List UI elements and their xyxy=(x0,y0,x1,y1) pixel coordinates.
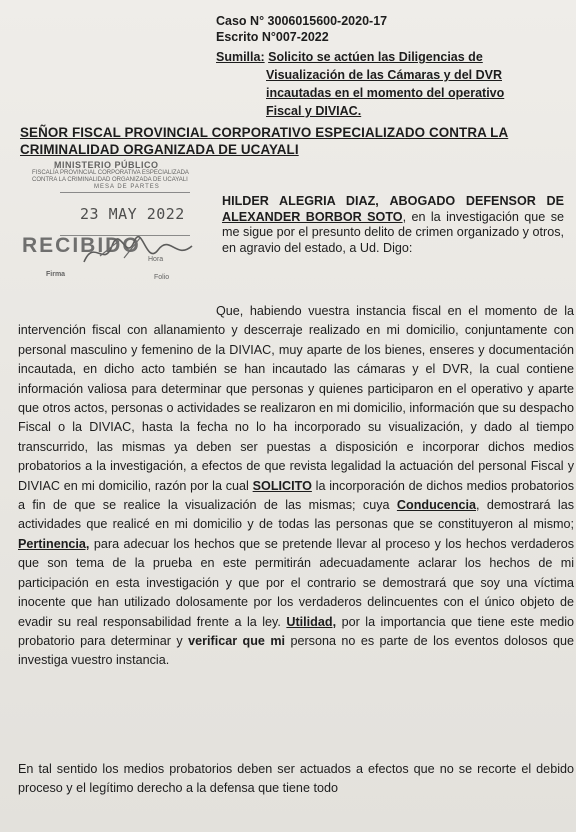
stamp-ministry: MINISTERIO PÚBLICO xyxy=(54,160,159,170)
sumilla-label: Sumilla: xyxy=(216,50,265,64)
body-part-5: por la importancia que tiene este medio probatorio para determinar y xyxy=(18,614,575,648)
stamp-hora: Hora xyxy=(148,256,164,263)
closing-paragraph: En tal sentido los medios probatorios deben ser actuados a efectos que no se recorte el debido proceso y el legítimo derecho a la defensa que tiene todo xyxy=(18,762,574,796)
sumilla-line-3: incautadas en el momento del operativo xyxy=(266,86,505,100)
sumilla-line-4: Fiscal y DIVIAC. xyxy=(266,104,362,118)
stamp-received: RECIBIDO xyxy=(22,234,141,257)
intro-paragraph xyxy=(222,194,564,256)
conducencia-word: Conducencia xyxy=(396,498,476,513)
case-number: Caso N° 3006015600-2020-17 xyxy=(216,14,388,28)
sumilla-text-1: Solicito se actúen las Diligencias de xyxy=(268,50,483,64)
signature-scribble-icon xyxy=(80,232,200,272)
stamp-firma: Firma xyxy=(46,271,66,278)
pertinencia-word: Pertinencia, xyxy=(18,536,90,551)
stamp-date: 23 MAY 2022 xyxy=(80,205,185,223)
body-part-1: Que, habiendo vuestra instancia fiscal en el momento de la intervención fiscal con allanamiento y descerraje realizado en mi domicilio, conjuntamente con personal masculino y femenino de la DIVIAC, muy aparte de los bienes, enseres y documentación incautada, en dicho acto también se han incautado las cámaras y el DVR, la cual contiene información valiosa para determinar que personas y quienes participaron en el operativo y aparte que otros actos, personas o actividades se realizaron en mi domicilio, información que su despacho Fiscal o la DIVIAC, hasta la fecha no lo ha incorporado su visualización, y dado al tiempo transcurrido, las mismas ya deben ser puestas a disposición e incorporar dichos medios probatorios a la investigación, a efectos de que revista legalidad la actuación del personal Fiscal y DIVIAC en mi domicilio, razón por la cual xyxy=(18,304,574,493)
de-word: DE xyxy=(546,194,564,208)
intro-rest: , en la investigación que se me sigue por el presunto delito de crimen organizado y otros, en agravio del estado, a Ud. Digo: xyxy=(222,209,564,255)
body-part-2: la incorporación de dichos medios probatorios a fin de que se realice la visualización de las mismas; cuya xyxy=(18,478,574,513)
body-part-3: , demostrará las actividades que realicé en mi domicilio y de todas las personas que se constituyeron al mismo; xyxy=(18,498,575,532)
escrito-number: Escrito N°007-2022 xyxy=(216,30,329,44)
reception-stamp xyxy=(20,160,215,280)
body-part-6: persona no es parte de los eventos dolosos que investiga vuestro instancia. xyxy=(18,633,574,668)
sumilla-line-1 xyxy=(216,50,483,64)
author-name: HILDER ALEGRIA DIAZ, xyxy=(222,194,379,208)
body-part-4: para adecuar los hechos que se pretende llevar al proceso y los hechos verdaderos que son tema de la prueba en este permitirán adecuadamente aclarar los hechos de mi participación en esta investigación y que por el contrario se demostrará que soy una víctima inocente que han utilizado dolosamente por los verdaderos delincuentes con el único objeto de evadir su real responsabilidad frente a la ley. xyxy=(18,536,575,629)
stamp-office: FISCALÍA PROVINCIAL CORPORATIVA ESPECIALIZADA CONTRA LA CRIMINALIDAD ORGANIZADA DE UCAYALI xyxy=(32,170,189,183)
main-paragraph xyxy=(18,302,574,671)
stamp-folio: Folio xyxy=(154,274,170,281)
addressee: SEÑOR FISCAL PROVINCIAL CORPORATIVO ESPECIALIZADO CONTRA LA CRIMINALIDAD ORGANIZADA DE UCAYALI xyxy=(20,125,509,157)
client-name: ALEXANDER BORBOR SOTO xyxy=(222,209,403,224)
utilidad-word: Utilidad, xyxy=(286,614,337,629)
verificar-phrase: verificar que mi xyxy=(188,633,286,648)
stamp-desk: MESA DE PARTES xyxy=(94,184,160,190)
author-role: ABOGADO DEFENSOR xyxy=(389,194,536,208)
solicito-word: SOLICITO xyxy=(252,478,312,493)
sumilla-line-2: Visualización de las Cámaras y del DVR xyxy=(266,68,502,82)
